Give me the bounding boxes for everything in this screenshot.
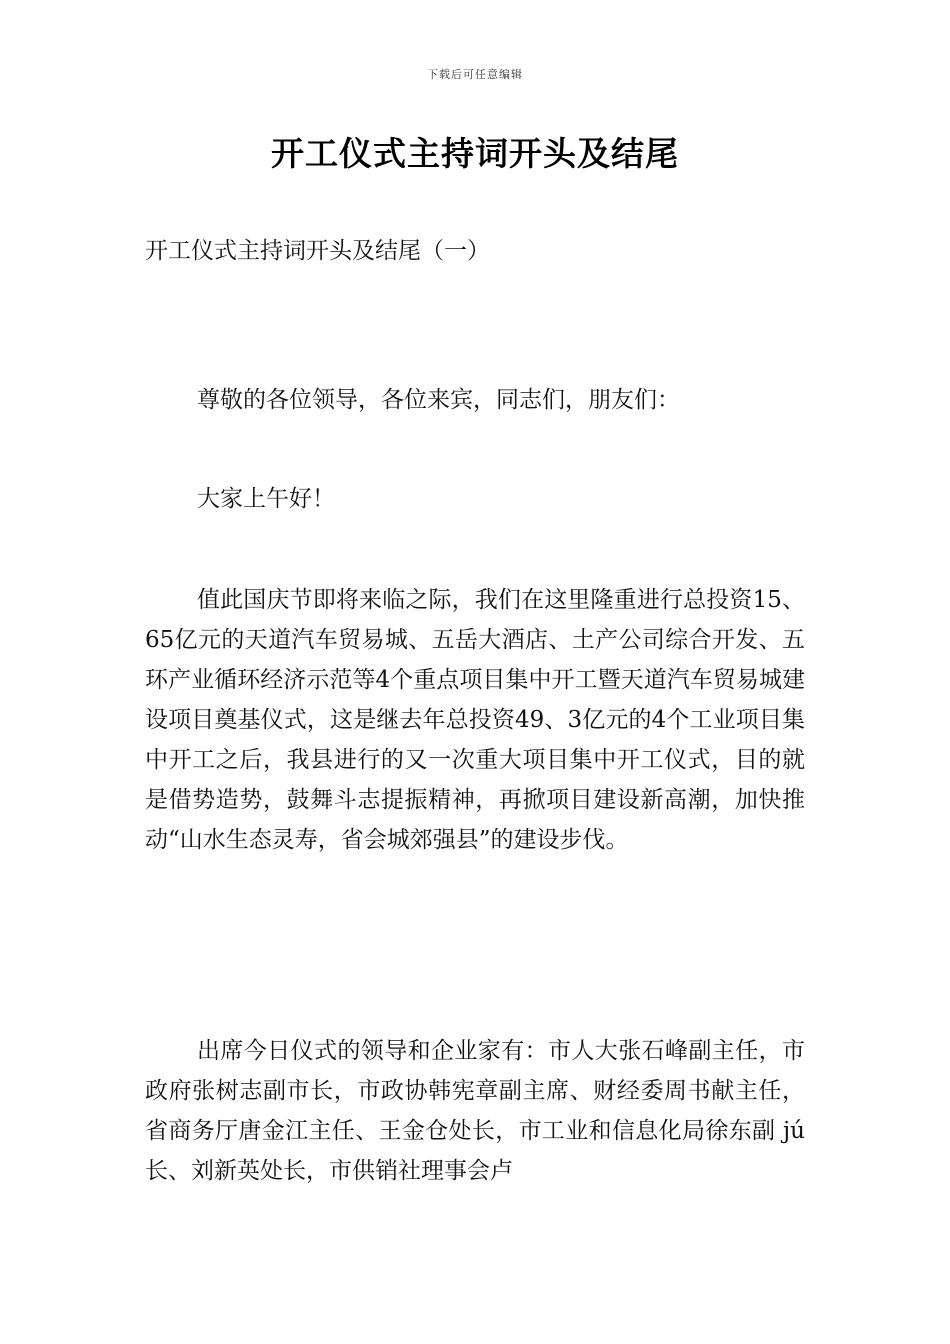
paragraph-intro: 值此国庆节即将来临之际，我们在这里隆重进行总投资15、65亿元的天道汽车贸易城、五岳大酒店、土产公司综合开发、五环产业循环经济示范等4个重点项目集中开工暨天道汽车贸易城建设项目奠基仪式，这是继去年总投资49、3亿元的4个工业项目集中开工之后，我县进行的又一次重大项目集中开工仪式，目的就是借势造势，鼓舞斗志提振精神，再掀项目建设新高潮，加快推动“山水生态灵寿，省会城郊强县”的建设步伐。 [145, 587, 805, 853]
document-title: 开工仪式主持词开头及结尾 [271, 134, 679, 173]
paragraph-guests: 出席今日仪式的领导和企业家有：市人大张石峰副主任，市政府张树志副市长，市政协韩宪章副主席、财经委周书献主任，省商务厅唐金江主任、王金仓处长，市工业和信息化局徐东副 jú 长、刘新英处长，市供销社理事会卢 [145, 1038, 805, 1184]
header-note: 下载后可任意编辑 [427, 68, 523, 81]
document-subtitle: 开工仪式主持词开头及结尾（一） [145, 238, 490, 264]
paragraph-greeting: 尊敬的各位领导，各位来宾，同志们，朋友们： [197, 387, 680, 413]
paragraph-hello: 大家上午好！ [197, 486, 335, 512]
